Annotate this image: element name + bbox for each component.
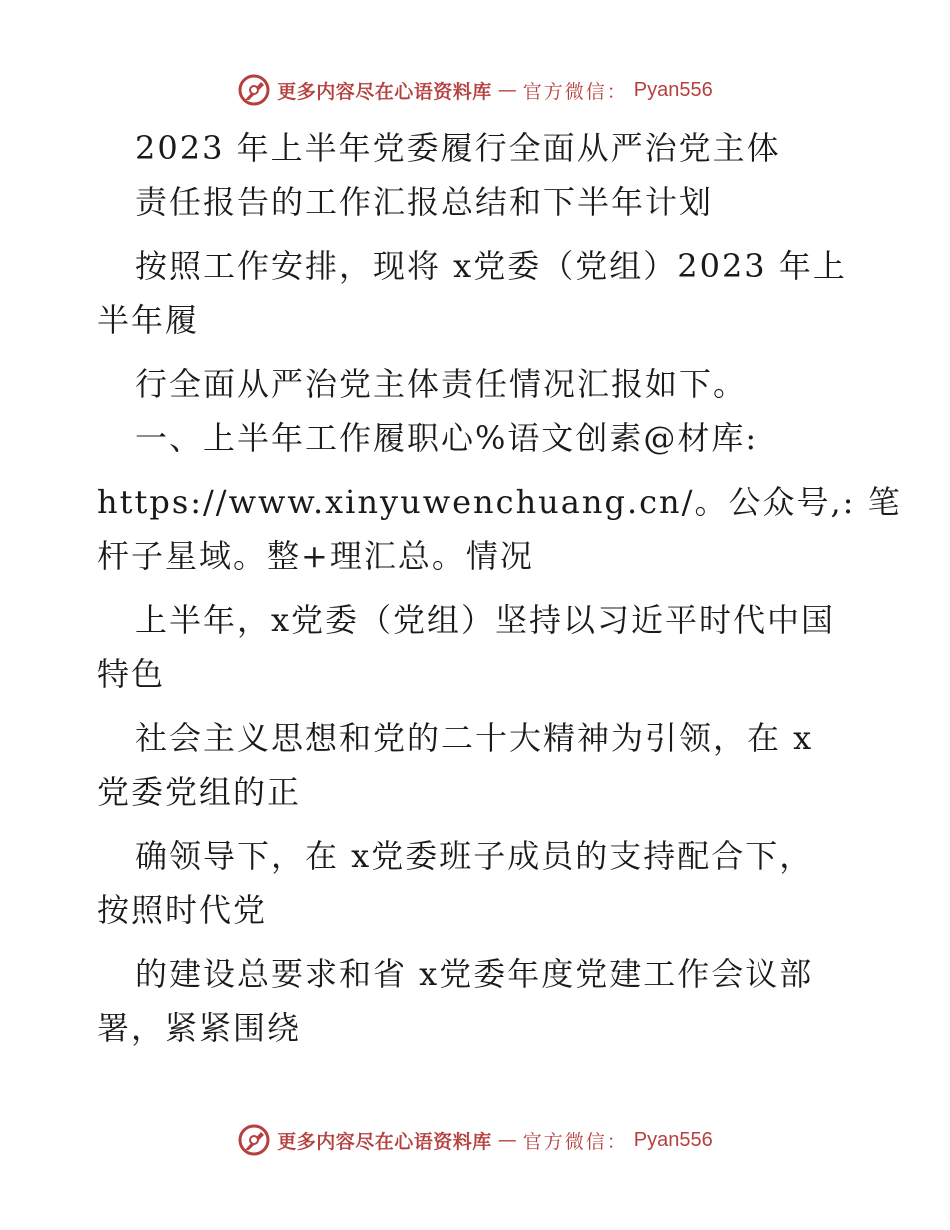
paragraph-line: 署，紧紧围绕	[97, 1009, 302, 1047]
paragraph-line: 按照工作安排，现将 x党委（党组）2023 年上	[135, 247, 847, 285]
paragraph-line: 社会主义思想和党的二十大精神为引领，在 x	[135, 719, 814, 757]
paragraph-line: 党委党组的正	[97, 773, 302, 811]
watermark-wechat-id: Pyan556	[633, 1128, 713, 1151]
watermark-official-label: 官方微信：	[522, 80, 628, 103]
paragraph-line: 上半年，x党委（党组）坚持以习近平时代中国	[135, 601, 836, 639]
watermark-brand: 更多内容尽在心语资料库	[277, 1130, 492, 1153]
paragraph-line: 行全面从严治党主体责任情况汇报如下。	[135, 365, 748, 403]
watermark-header	[0, 68, 950, 112]
paragraph-line: 杆子星域。整+理汇总。情况	[97, 537, 534, 575]
paragraph-line: 按照时代党	[97, 891, 268, 929]
paragraph-line: 确领导下，在 x党委班子成员的支持配合下，	[135, 837, 814, 875]
paragraph-line: 的建设总要求和省 x党委年度党建工作会议部	[135, 955, 814, 993]
watermark-official-label: 官方微信：	[522, 1130, 628, 1153]
paragraph-line: 特色	[97, 655, 166, 693]
watermark-dash: —	[497, 1129, 517, 1151]
document-title-line-1: 2023 年上半年党委履行全面从严治党主体	[135, 129, 781, 167]
quill-circle-icon	[237, 73, 271, 107]
paragraph-line: 半年履	[97, 301, 200, 339]
section-heading: 一、上半年工作履职心%语文创素@材库:	[135, 419, 759, 457]
document-title-line-2: 责任报告的工作汇报总结和下半年计划	[135, 183, 714, 221]
paragraph-line: https://www.xinyuwenchuang.cn/。公众号,: 笔	[97, 483, 902, 521]
quill-circle-icon	[237, 1123, 271, 1157]
watermark-wechat-id: Pyan556	[633, 78, 713, 101]
watermark-footer	[0, 1118, 950, 1162]
watermark-dash: —	[497, 79, 517, 101]
watermark-brand: 更多内容尽在心语资料库	[277, 80, 492, 103]
